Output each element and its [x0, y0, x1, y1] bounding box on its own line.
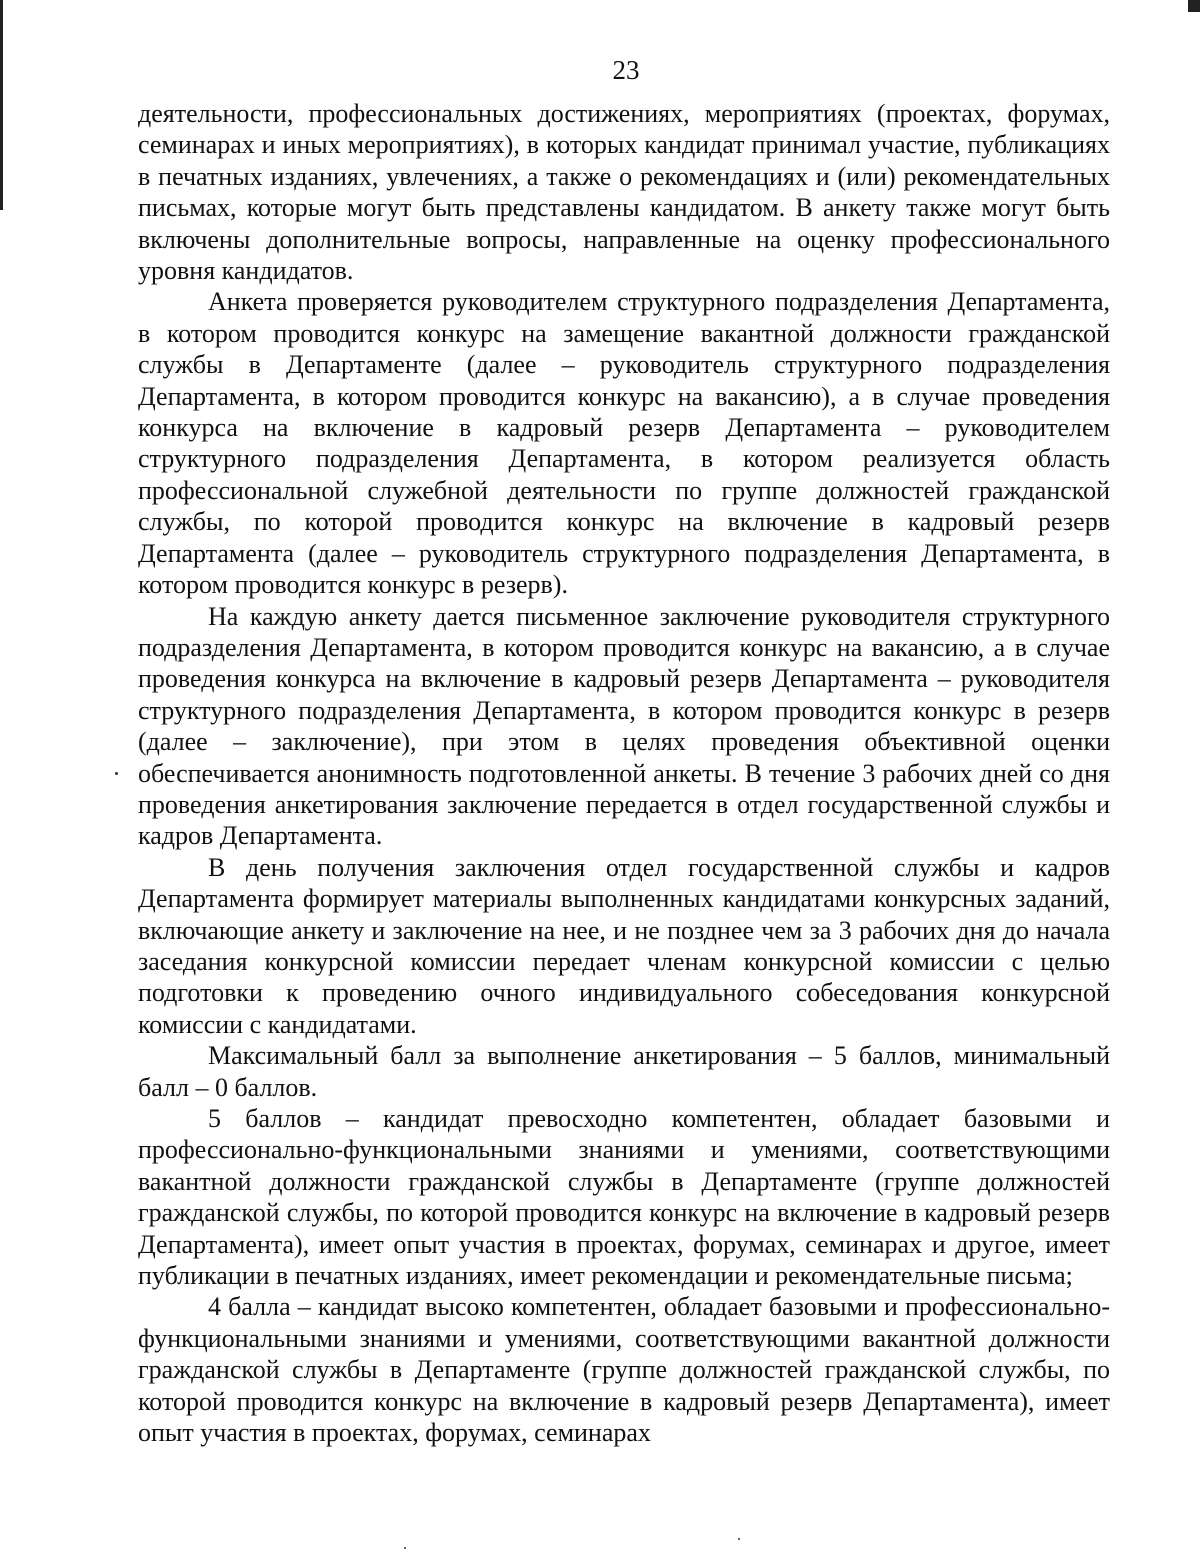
- paragraph-questionnaire-review: Анкета проверяется руководителем структурного подразделения Департамента, в котором проводится конкурс на замещение вакантной должности гражданской службы в Департаменте (далее – руководитель структурного подразделения Департамента, в котором проводится конкурс на вакансию), а в случае проведения конкурса на включение в кадровый резерв Департамента – руководителем структурного подразделения Департамента, в котором реализуется область профессиональной служебной деятельности по группе должностей гражданской службы, по которой проводится конкурс на включение в кадровый резерв Департамента (далее – руководитель структурного подразделения Департамента, в котором проводится конкурс в резерв).: [138, 287, 1110, 600]
- scan-edge-mark: [0, 0, 3, 210]
- page-number: 23: [612, 55, 640, 85]
- scan-corner-mark: [1188, 0, 1200, 12]
- paragraph-materials-transfer: В день получения заключения отдел государственной службы и кадров Департамента формирует материалы выполненных кандидатами конкурсных заданий, включающие анкету и заключение на нее, и не позднее чем за 3 рабочих дня до начала заседания конкурсной комиссии передает членам конкурсной комиссии с целью подготовки к проведению очного индивидуального собеседования конкурсной комиссии с кандидатами.: [138, 852, 1110, 1039]
- scan-speck: [404, 1547, 406, 1549]
- paragraph-questionnaire-content: деятельности, профессиональных достижениях, мероприятиях (проектах, форумах, семинарах и иных мероприятиях), в которых кандидат принимал участие, публикациях в печатных изданиях, увлечениях, а также о рекомендациях и (или) рекомендательных письмах, которые могут быть представлены кандидатом. В анкету также могут быть включены дополнительные вопросы, направленные на оценку профессионального уровня кандидатов.: [138, 99, 1110, 286]
- scan-speck: [738, 1538, 740, 1540]
- document-body: [138, 98, 1110, 1448]
- paragraph-score-4: 4 балла – кандидат высоко компетентен, обладает базовыми и профессионально-функциональными знаниями и умениями, соответствующими вакантной должности гражданской службы в Департаменте (группе должностей гражданской службы, по которой проводится конкурс на включение в кадровый резерв Департамента), имеет опыт участия в проектах, форумах, семинарах: [138, 1292, 1110, 1448]
- paragraph-score-5: 5 баллов – кандидат превосходно компетентен, обладает базовыми и профессионально-функциональными знаниями и умениями, соответствующими вакантной должности гражданской службы в Департаменте (группе должностей гражданской службы, по которой проводится конкурс на включение в кадровый резерв Департамента), имеет опыт участия в проектах, форумах, семинарах и другое, имеет публикации в печатных изданиях, имеет рекомендации и рекомендательные письма;: [138, 1104, 1110, 1291]
- paragraph-written-conclusion: На каждую анкету дается письменное заключение руководителя структурного подразделения Департамента, в котором проводится конкурс на вакансию, а в случае проведения конкурса на включение в кадровый резерв Департамента – руководителя структурного подразделения Департамента, в котором проводится конкурс в резерв (далее – заключение), при этом в целях проведения объективной оценки обеспечивается анонимность подготовленной анкеты. В течение 3 рабочих дней со дня проведения анкетирования заключение передается в отдел государственной службы и кадров Департамента.: [138, 601, 1110, 851]
- paragraph-max-score: Максимальный балл за выполнение анкетирования – 5 баллов, минимальный балл – 0 баллов.: [138, 1041, 1110, 1102]
- scan-speck: [115, 772, 118, 775]
